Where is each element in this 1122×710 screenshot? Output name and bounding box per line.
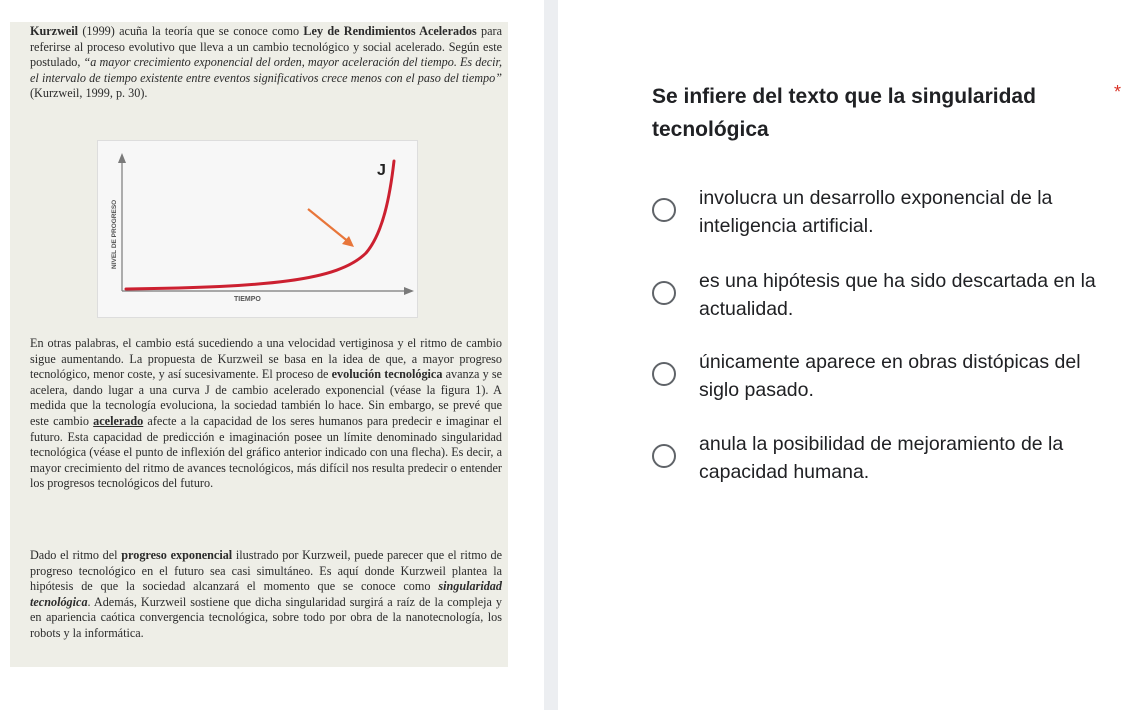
paragraph-3 (30, 548, 502, 642)
option-4[interactable] (652, 430, 1122, 492)
p2-text-c: afecte a la capacidad de los seres humanos para predecir e imaginar el futuro. Esta capacidad de predicción e imaginación posee un límite denominado singularidad tecnológica (véase el punto de inflexión del gráfico anterior indicado con una flecha). Es decir, a mayor crecimiento del ritmo de avances tecnológicos, más difícil nos resulta predecir o entender los progresos tecnológicos del futuro. (30, 413, 502, 491)
j-curve (126, 161, 394, 289)
option-1[interactable] (652, 184, 1122, 246)
radio-button[interactable] (652, 281, 676, 305)
p2-text-b: avanza y se acelera, dando lugar a una curva J de cambio acelerado exponencial (véase la figura 1). A medida que la tecnología evoluciona, la sociedad también lo hace. Sin embargo, se prevé que este cambio (30, 367, 503, 428)
option-label: involucra un desarrollo exponencial de la inteligencia artificial. (699, 187, 1053, 237)
citation: (Kurzweil, 1999, p. 30). (30, 86, 148, 101)
p3-text-c: . Además, Kurzweil sostiene que dicha singularidad surgirá a raíz de la compleja y en apariencia caótica convergencia tecnológica, sobre todo por obra de la nanotecnología, los robots y la informática. (30, 594, 502, 640)
option-3[interactable] (652, 348, 1122, 410)
radio-button[interactable] (652, 198, 676, 222)
p2-bold-term: evolución tecnológica (331, 367, 443, 382)
author-name: Kurzweil (30, 24, 79, 38)
question-title: Se infiere del texto que la singularidad tecnológica (652, 85, 1036, 141)
y-axis-label: NIVEL DE PROGRESO (111, 199, 118, 269)
p2-underlined-term: acelerado (93, 413, 144, 428)
option-label: anula la posibilidad de mejoramiento de la capacidad humana. (699, 433, 1064, 483)
j-curve-chart (98, 141, 417, 317)
option-label: únicamente aparece en obras distópicas del siglo pasado. (699, 351, 1081, 401)
paragraph-1 (30, 24, 502, 102)
p1-text-a: (1999) acuña la teoría que se conoce como (78, 24, 304, 38)
y-axis-arrowhead (118, 153, 126, 163)
inflection-arrow (308, 209, 350, 243)
paragraph-2 (30, 336, 502, 492)
law-name: Ley de Rendimientos Acelerados (303, 24, 477, 38)
p3-bold-term: progreso exponencial (121, 548, 233, 562)
p3-text-b: ilustrado por Kurzweil, puede parecer que el ritmo de progreso tecnológico en el futuro sea casi simultáneo. Es aquí donde Kurzweil plantea la hipótesis de que la sociedad alcanzará el momento que se conoce como (30, 548, 502, 594)
required-asterisk: * (1114, 82, 1122, 102)
x-axis-arrowhead (404, 287, 414, 295)
reading-text-image (10, 22, 508, 667)
pane-divider (544, 0, 558, 710)
figure-1 (97, 140, 418, 318)
x-axis-label: TIEMPO (234, 296, 261, 303)
p1-text-b: para referirse al proceso evolutivo que lleva a un cambio tecnológico y social acelerado. Según este postulado, (30, 24, 502, 70)
radio-button[interactable] (652, 362, 676, 386)
reading-pane (0, 0, 544, 710)
quote: “a mayor crecimiento exponencial del orden, mayor aceleración del tiempo. Es decir, el intervalo de tiempo existente entre eventos significativos crece menos con el paso del tiempo” (30, 55, 502, 85)
option-label: es una hipótesis que ha sido descartada en la actualidad. (699, 270, 1096, 320)
curve-label: J (377, 162, 386, 179)
p3-key-term: singularidad tecnológica (30, 579, 502, 609)
radio-button[interactable] (652, 444, 676, 468)
option-2[interactable] (652, 267, 1122, 329)
p2-text-a: En otras palabras, el cambio está sucediendo a una velocidad vertiginosa y el ritmo de cambio sigue aumentando. La propuesta de Kurzweil se basa en la idea de que, a mayor progreso tecnológico, menor coste, y así sucesivamente. El proceso de (30, 336, 502, 382)
question-card (558, 0, 1122, 710)
p3-text-a: Dado el ritmo del (30, 548, 122, 562)
